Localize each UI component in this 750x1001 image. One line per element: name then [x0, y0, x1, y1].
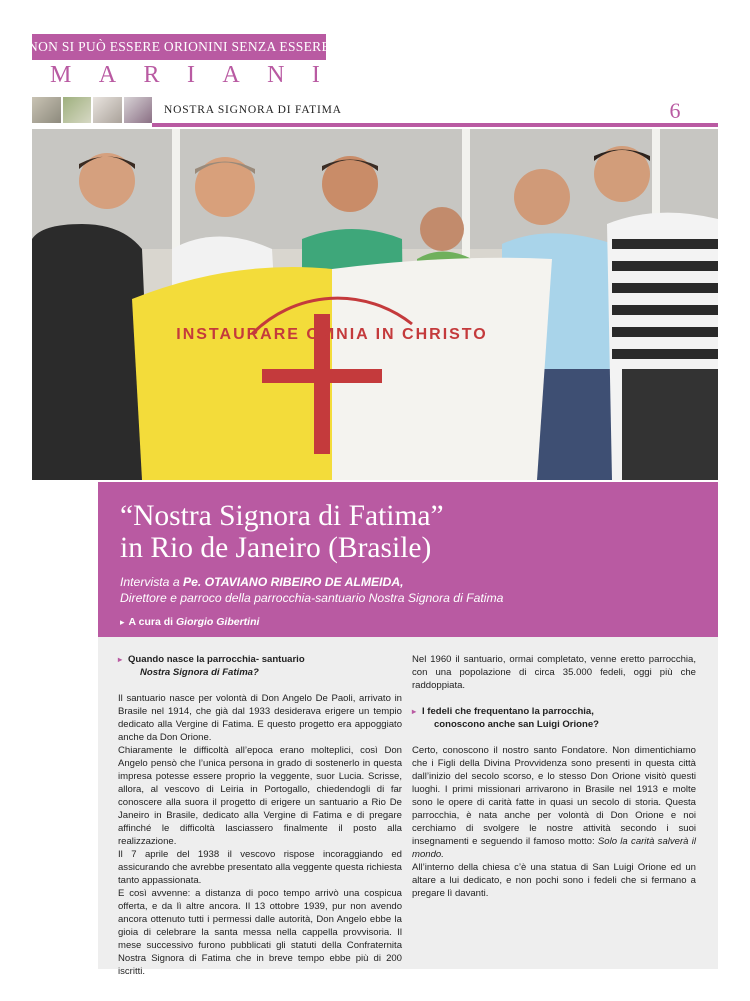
thumbnail-image: [63, 97, 92, 123]
header-thumbnail-strip: [32, 97, 152, 123]
orione-motto: Solo la carità salverà il mondo.: [412, 836, 696, 860]
triangle-bullet-icon: ▸: [118, 655, 123, 664]
question-line: conoscono anche san Luigi Orione?: [434, 719, 599, 730]
interview-byline: [120, 574, 710, 606]
answer-paragraph: Il 7 aprile del 1938 il vescovo rispose incoraggiando ed assicurando che avrebbe presentato alla veggente questa richiesta tanto appassionata.: [118, 849, 402, 886]
masthead-letter: I: [311, 61, 320, 88]
triangle-bullet-icon: ▸: [120, 617, 125, 627]
masthead-letter: A: [222, 61, 240, 88]
section-title: NOSTRA SIGNORA DI FATIMA: [164, 104, 342, 116]
tagline-text: NON SI PUÒ ESSERE ORIONINI SENZA ESSERE: [28, 39, 330, 54]
article-title: [120, 500, 700, 564]
answer-paragraph: Nel 1960 il santuario, ormai completato, venne eretto parrocchia, con una popolazione di circa 35.000 fedeli, oggi più che raddoppiata.: [412, 654, 696, 691]
thumbnail-image: [93, 97, 122, 123]
flag-banner: [132, 258, 552, 480]
article-header-panel: [98, 482, 718, 637]
group-photo-illustration: [32, 129, 718, 480]
answer-paragraph: Chiaramente le difficoltà all’epoca erano molteplici, così Don Angelo pensò che l’unica persona in grado di sostenerlo in questa impresa potesse essere proprio la veggente, suor Lucia. Scrisse, allora, al vescovo di Leiria in Portogallo, chiedendogli di far conoscere alla suora il progetto di erigere un santuario a Rio De Janeiro in Brasile, dedicato alla Vergine di Fatima e di pregare affinché le difficoltà lasciassero finalmente il posto alla realizzazione.: [118, 745, 402, 847]
question-line: I fedeli che frequentano la parrocchia,: [422, 706, 594, 717]
body-column-right: [412, 653, 696, 900]
answer-text: Certo, conoscono il nostro santo Fondatore. Non dimentichiamo che i Figli della Divina Provvidenza sono presenti in questa città dall’inizio del secolo scorso, e lo stesso Don Orione visitò questi luoghi. I primi missionari arrivarono in Brasile nel 1913 e molte sono le opere di carità fatte in quasi un secolo di storia. Questa parrocchia, è nata anche per volontà di Don Orione e noi cerchiamo di svolgere le nostre attività secondo i suoi insegnamenti e seguendo il famoso motto:: [412, 745, 696, 847]
answer-paragraph: Il santuario nasce per volontà di Don Angelo De Paoli, arrivato in Brasile nel 1914, che già dal 1933 desiderava erigere un tempio dedicato alla Vergine di Fatima. E questo progetto era appoggiato anche da Don Orione.: [118, 693, 402, 743]
masthead-title: [50, 60, 320, 90]
article-body-panel: [98, 637, 718, 977]
masthead-letter: R: [143, 61, 160, 88]
thumbnail-image: [32, 97, 61, 123]
answer-paragraph: All’interno della chiesa c’è una statua di San Luigi Orione ed un altare a lui dedicato, e non pochi sono i fedeli che si fermano a pregare lì davanti.: [412, 862, 696, 899]
page-number: 6: [669, 98, 681, 123]
interviewee-name: Pe. OTAVIANO RIBEIRO DE ALMEIDA,: [183, 575, 404, 589]
curator-prefix: A cura di: [128, 616, 176, 628]
interview-question: [412, 705, 696, 731]
curator-credit: [120, 616, 710, 628]
curator-name: Giorgio Gibertini: [176, 616, 260, 628]
title-line: in Rio de Janeiro (Brasile): [120, 532, 432, 564]
masthead-letter: M: [50, 61, 72, 88]
triangle-bullet-icon: ▸: [412, 707, 417, 716]
masthead-letter: N: [267, 61, 285, 88]
tagline-banner: [28, 34, 330, 60]
question-line: Quando nasce la parrocchia- santuario: [128, 654, 305, 665]
interview-question: [118, 653, 402, 679]
body-column-left: [118, 653, 402, 978]
interview-prefix: Intervista a: [120, 575, 183, 589]
interviewee-role: Direttore e parroco della parrocchia-santuario Nostra Signora di Fatima: [120, 591, 504, 605]
masthead-letter: I: [186, 61, 195, 88]
question-line: Nostra Signora di Fatima?: [140, 667, 259, 678]
thumbnail-image: [124, 97, 153, 123]
banner-motto: INSTAURARE OMNIA IN CHRISTO: [176, 326, 488, 343]
answer-paragraph: E così avvenne: a distanza di poco tempo arrivò una cospicua offerta, e da lì altre ancora. Il 13 ottobre 1939, pur non avendo ancora ottenuto tutti i permessi dalle autorità, Don Angelo ebbe la gioia di celebrare la santa messa nella cappella provvisoria. Il mese successivo furono pubblicati gli statuti della Confraternita Nostra Signora di Fatima che in breve tempo ebbe più di 200 iscritti.: [118, 888, 402, 977]
group-photo: [32, 129, 718, 480]
masthead-letter: A: [98, 61, 117, 88]
title-line: “Nostra Signora di Fatima”: [120, 500, 444, 532]
header-divider: [152, 123, 718, 127]
answer-paragraph: [412, 744, 696, 861]
